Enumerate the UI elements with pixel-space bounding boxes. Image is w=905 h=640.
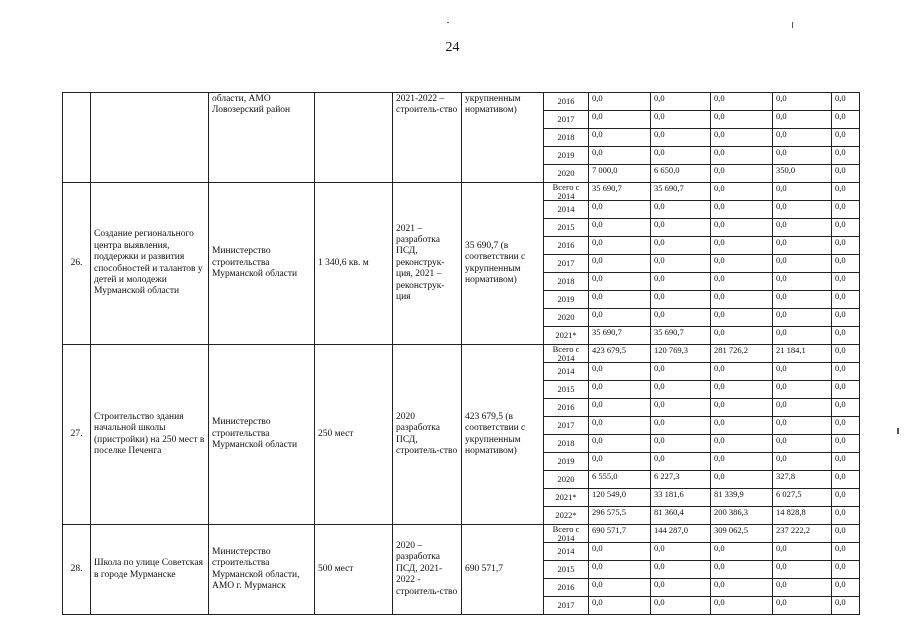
amount-cell: 0,0 xyxy=(589,597,651,615)
amount-cell: 0,0 xyxy=(832,579,860,597)
executor-cell: Министерство строительства Мурманской области, АМО г. Мурманск xyxy=(209,525,315,615)
amount-cell: 0,0 xyxy=(773,93,832,111)
amount-cell: 0,0 xyxy=(832,561,860,579)
year-cell: 2020 xyxy=(544,309,589,327)
executor-cell: области, АМО Ловозерский район xyxy=(209,93,315,183)
amount-cell: 0,0 xyxy=(773,183,832,201)
amount-cell: 0,0 xyxy=(651,237,711,255)
capacity-cell xyxy=(315,93,393,183)
amount-cell: 0,0 xyxy=(773,219,832,237)
amount-cell: 0,0 xyxy=(832,543,860,561)
amount-cell: 690 571,7 xyxy=(589,525,651,543)
amount-cell: 0,0 xyxy=(832,453,860,471)
amount-cell: 0,0 xyxy=(589,201,651,219)
amount-cell: 0,0 xyxy=(711,471,773,489)
amount-cell: 0,0 xyxy=(711,399,773,417)
amount-cell: 0,0 xyxy=(832,597,860,615)
amount-cell: 0,0 xyxy=(773,129,832,147)
amount-cell: 0,0 xyxy=(589,255,651,273)
amount-cell: 0,0 xyxy=(651,93,711,111)
year-cell: 2018 xyxy=(544,435,589,453)
amount-cell: 0,0 xyxy=(651,561,711,579)
amount-cell: 120 549,0 xyxy=(589,489,651,507)
amount-cell: 0,0 xyxy=(651,255,711,273)
amount-cell: 0,0 xyxy=(589,363,651,381)
capacity-cell: 500 мест xyxy=(315,525,393,615)
amount-cell: 0,0 xyxy=(651,147,711,165)
term-cell: 2020 разработка ПСД, строитель-ство xyxy=(393,345,462,525)
amount-cell: 0,0 xyxy=(651,399,711,417)
executor-cell: Министерство строительства Мурманской области xyxy=(209,345,315,525)
executor-cell: Министерство строительства Мурманской области xyxy=(209,183,315,345)
amount-cell: 6 227,3 xyxy=(651,471,711,489)
amount-cell: 0,0 xyxy=(832,201,860,219)
amount-cell: 21 184,1 xyxy=(773,345,832,363)
table-row xyxy=(63,93,860,111)
amount-cell: 237 222,2 xyxy=(773,525,832,543)
amount-cell: 0,0 xyxy=(832,507,860,525)
amount-cell: 0,0 xyxy=(832,345,860,363)
amount-cell: 0,0 xyxy=(711,327,773,345)
amount-cell: 0,0 xyxy=(711,255,773,273)
amount-cell: 0,0 xyxy=(832,219,860,237)
amount-cell: 0,0 xyxy=(651,597,711,615)
term-cell: 2021-2022 – строитель-ство xyxy=(393,93,462,183)
table-row xyxy=(63,345,860,363)
amount-cell: 0,0 xyxy=(711,183,773,201)
amount-cell: 0,0 xyxy=(589,147,651,165)
amount-cell: 0,0 xyxy=(832,237,860,255)
amount-cell: 0,0 xyxy=(651,435,711,453)
amount-cell: 0,0 xyxy=(589,309,651,327)
amount-cell: 0,0 xyxy=(651,273,711,291)
amount-cell: 120 769,3 xyxy=(651,345,711,363)
amount-cell: 0,0 xyxy=(832,273,860,291)
amount-cell: 6 027,5 xyxy=(773,489,832,507)
amount-cell: 0,0 xyxy=(711,543,773,561)
amount-cell: 0,0 xyxy=(711,111,773,129)
amount-cell: 296 575,5 xyxy=(589,507,651,525)
scan-speck xyxy=(792,22,793,28)
amount-cell: 0,0 xyxy=(711,165,773,183)
amount-cell: 0,0 xyxy=(711,561,773,579)
amount-cell: 0,0 xyxy=(589,111,651,129)
amount-cell: 0,0 xyxy=(832,417,860,435)
year-cell: 2016 xyxy=(544,399,589,417)
amount-cell: 0,0 xyxy=(711,129,773,147)
object-name-cell: Школа по улице Советская в городе Мурманске xyxy=(91,525,209,615)
amount-cell: 0,0 xyxy=(832,525,860,543)
amount-cell: 0,0 xyxy=(589,435,651,453)
amount-cell: 0,0 xyxy=(711,597,773,615)
amount-cell: 0,0 xyxy=(711,417,773,435)
amount-cell: 423 679,5 xyxy=(589,345,651,363)
amount-cell: 0,0 xyxy=(832,183,860,201)
year-cell: 2015 xyxy=(544,561,589,579)
scan-speck xyxy=(897,428,899,434)
amount-cell: 0,0 xyxy=(589,291,651,309)
year-cell: 2016 xyxy=(544,579,589,597)
amount-cell: 0,0 xyxy=(651,417,711,435)
amount-cell: 0,0 xyxy=(773,417,832,435)
amount-cell: 0,0 xyxy=(711,201,773,219)
amount-cell: 0,0 xyxy=(773,543,832,561)
cost-cell: 35 690,7 (в соответствии с укрупненным нормативом) xyxy=(462,183,544,345)
amount-cell: 0,0 xyxy=(832,435,860,453)
amount-cell: 0,0 xyxy=(832,399,860,417)
amount-cell: 0,0 xyxy=(589,561,651,579)
capacity-cell: 250 мест xyxy=(315,345,393,525)
amount-cell: 14 828,8 xyxy=(773,507,832,525)
year-cell: 2017 xyxy=(544,255,589,273)
object-name-cell xyxy=(91,93,209,183)
amount-cell: 0,0 xyxy=(773,453,832,471)
amount-cell: 81 339,9 xyxy=(711,489,773,507)
amount-cell: 6 650,0 xyxy=(651,165,711,183)
amount-cell: 0,0 xyxy=(773,399,832,417)
cost-cell: 690 571,7 xyxy=(462,525,544,615)
amount-cell: 0,0 xyxy=(711,579,773,597)
year-cell: 2018 xyxy=(544,129,589,147)
amount-cell: 0,0 xyxy=(773,237,832,255)
amount-cell: 35 690,7 xyxy=(651,183,711,201)
investment-table xyxy=(62,92,860,615)
amount-cell: 0,0 xyxy=(711,309,773,327)
amount-cell: 0,0 xyxy=(832,111,860,129)
table-row xyxy=(63,183,860,201)
year-cell: Всего с 2014 xyxy=(544,525,589,543)
year-cell: 2020 xyxy=(544,471,589,489)
amount-cell: 0,0 xyxy=(711,273,773,291)
amount-cell: 0,0 xyxy=(832,327,860,345)
amount-cell: 0,0 xyxy=(773,381,832,399)
amount-cell: 0,0 xyxy=(651,453,711,471)
amount-cell: 33 181,6 xyxy=(651,489,711,507)
year-cell: 2020 xyxy=(544,165,589,183)
amount-cell: 0,0 xyxy=(651,219,711,237)
amount-cell: 0,0 xyxy=(711,237,773,255)
year-cell: 2014 xyxy=(544,363,589,381)
page-number: 24 xyxy=(445,40,460,55)
amount-cell: 281 726,2 xyxy=(711,345,773,363)
year-cell: 2017 xyxy=(544,111,589,129)
amount-cell: 0,0 xyxy=(651,111,711,129)
amount-cell: 0,0 xyxy=(832,309,860,327)
amount-cell: 6 555,0 xyxy=(589,471,651,489)
amount-cell: 0,0 xyxy=(589,399,651,417)
capacity-cell: 1 340,6 кв. м xyxy=(315,183,393,345)
amount-cell: 0,0 xyxy=(832,381,860,399)
amount-cell: 0,0 xyxy=(651,363,711,381)
year-cell: 2019 xyxy=(544,453,589,471)
amount-cell: 327,8 xyxy=(773,471,832,489)
amount-cell: 0,0 xyxy=(773,561,832,579)
amount-cell: 81 360,4 xyxy=(651,507,711,525)
amount-cell: 0,0 xyxy=(773,291,832,309)
amount-cell: 0,0 xyxy=(773,579,832,597)
row-number-cell: 27. xyxy=(63,345,91,525)
amount-cell: 0,0 xyxy=(711,219,773,237)
year-cell: 2021* xyxy=(544,489,589,507)
amount-cell: 0,0 xyxy=(589,93,651,111)
year-cell: 2016 xyxy=(544,93,589,111)
amount-cell: 0,0 xyxy=(589,237,651,255)
amount-cell: 0,0 xyxy=(711,147,773,165)
amount-cell: 0,0 xyxy=(651,579,711,597)
amount-cell: 0,0 xyxy=(589,381,651,399)
year-cell: Всего с 2014 xyxy=(544,183,589,201)
year-cell: 2015 xyxy=(544,381,589,399)
amount-cell: 0,0 xyxy=(711,435,773,453)
amount-cell: 0,0 xyxy=(589,579,651,597)
amount-cell: 0,0 xyxy=(651,201,711,219)
amount-cell: 0,0 xyxy=(711,363,773,381)
term-cell: 2020 – разработка ПСД, 2021-2022 - строитель-ство xyxy=(393,525,462,615)
amount-cell: 0,0 xyxy=(711,93,773,111)
amount-cell: 350,0 xyxy=(773,165,832,183)
object-name-cell: Создание регионального центра выявления, поддержки и развития способностей и талантов у детей и молодежи Мурманской области xyxy=(91,183,209,345)
year-cell: 2017 xyxy=(544,417,589,435)
amount-cell: 0,0 xyxy=(589,129,651,147)
row-number-cell: 28. xyxy=(63,525,91,615)
year-cell: 2015 xyxy=(544,219,589,237)
amount-cell: 0,0 xyxy=(651,129,711,147)
year-cell: Всего с 2014 xyxy=(544,345,589,363)
amount-cell: 0,0 xyxy=(711,291,773,309)
amount-cell: 0,0 xyxy=(773,111,832,129)
amount-cell: 0,0 xyxy=(832,255,860,273)
amount-cell: 0,0 xyxy=(589,543,651,561)
amount-cell: 0,0 xyxy=(832,129,860,147)
amount-cell: 0,0 xyxy=(773,309,832,327)
amount-cell: 0,0 xyxy=(589,417,651,435)
amount-cell: 35 690,7 xyxy=(651,327,711,345)
amount-cell: 0,0 xyxy=(773,255,832,273)
amount-cell: 0,0 xyxy=(773,147,832,165)
scan-speck xyxy=(447,22,449,23)
amount-cell: 35 690,7 xyxy=(589,327,651,345)
amount-cell: 309 062,5 xyxy=(711,525,773,543)
year-cell: 2014 xyxy=(544,543,589,561)
amount-cell: 35 690,7 xyxy=(589,183,651,201)
row-number-cell: 26. xyxy=(63,183,91,345)
table-row xyxy=(63,525,860,543)
year-cell: 2014 xyxy=(544,201,589,219)
amount-cell: 0,0 xyxy=(651,309,711,327)
term-cell: 2021 – разработка ПСД, реконструк-ция, 2021 – реконструк-ция xyxy=(393,183,462,345)
amount-cell: 0,0 xyxy=(773,201,832,219)
amount-cell: 0,0 xyxy=(589,453,651,471)
amount-cell: 0,0 xyxy=(773,273,832,291)
amount-cell: 0,0 xyxy=(711,381,773,399)
amount-cell: 0,0 xyxy=(832,291,860,309)
object-name-cell: Строительство здания начальной школы (пристройки) на 250 мест в поселке Печенга xyxy=(91,345,209,525)
amount-cell: 0,0 xyxy=(589,219,651,237)
year-cell: 2019 xyxy=(544,291,589,309)
cost-cell: 423 679,5 (в соответствии с укрупненным нормативом) xyxy=(462,345,544,525)
row-number-cell xyxy=(63,93,91,183)
amount-cell: 200 386,3 xyxy=(711,507,773,525)
amount-cell: 0,0 xyxy=(651,291,711,309)
amount-cell: 0,0 xyxy=(832,147,860,165)
year-cell: 2021* xyxy=(544,327,589,345)
amount-cell: 0,0 xyxy=(773,597,832,615)
amount-cell: 0,0 xyxy=(773,435,832,453)
amount-cell: 0,0 xyxy=(832,489,860,507)
amount-cell: 144 287,0 xyxy=(651,525,711,543)
cost-cell: укрупненным нормативом) xyxy=(462,93,544,183)
amount-cell: 0,0 xyxy=(832,363,860,381)
year-cell: 2017 xyxy=(544,597,589,615)
amount-cell: 0,0 xyxy=(832,93,860,111)
amount-cell: 7 000,0 xyxy=(589,165,651,183)
amount-cell: 0,0 xyxy=(773,327,832,345)
year-cell: 2016 xyxy=(544,237,589,255)
year-cell: 2018 xyxy=(544,273,589,291)
amount-cell: 0,0 xyxy=(832,471,860,489)
amount-cell: 0,0 xyxy=(832,165,860,183)
amount-cell: 0,0 xyxy=(589,273,651,291)
year-cell: 2019 xyxy=(544,147,589,165)
amount-cell: 0,0 xyxy=(711,453,773,471)
amount-cell: 0,0 xyxy=(773,363,832,381)
year-cell: 2022* xyxy=(544,507,589,525)
amount-cell: 0,0 xyxy=(651,543,711,561)
amount-cell: 0,0 xyxy=(651,381,711,399)
